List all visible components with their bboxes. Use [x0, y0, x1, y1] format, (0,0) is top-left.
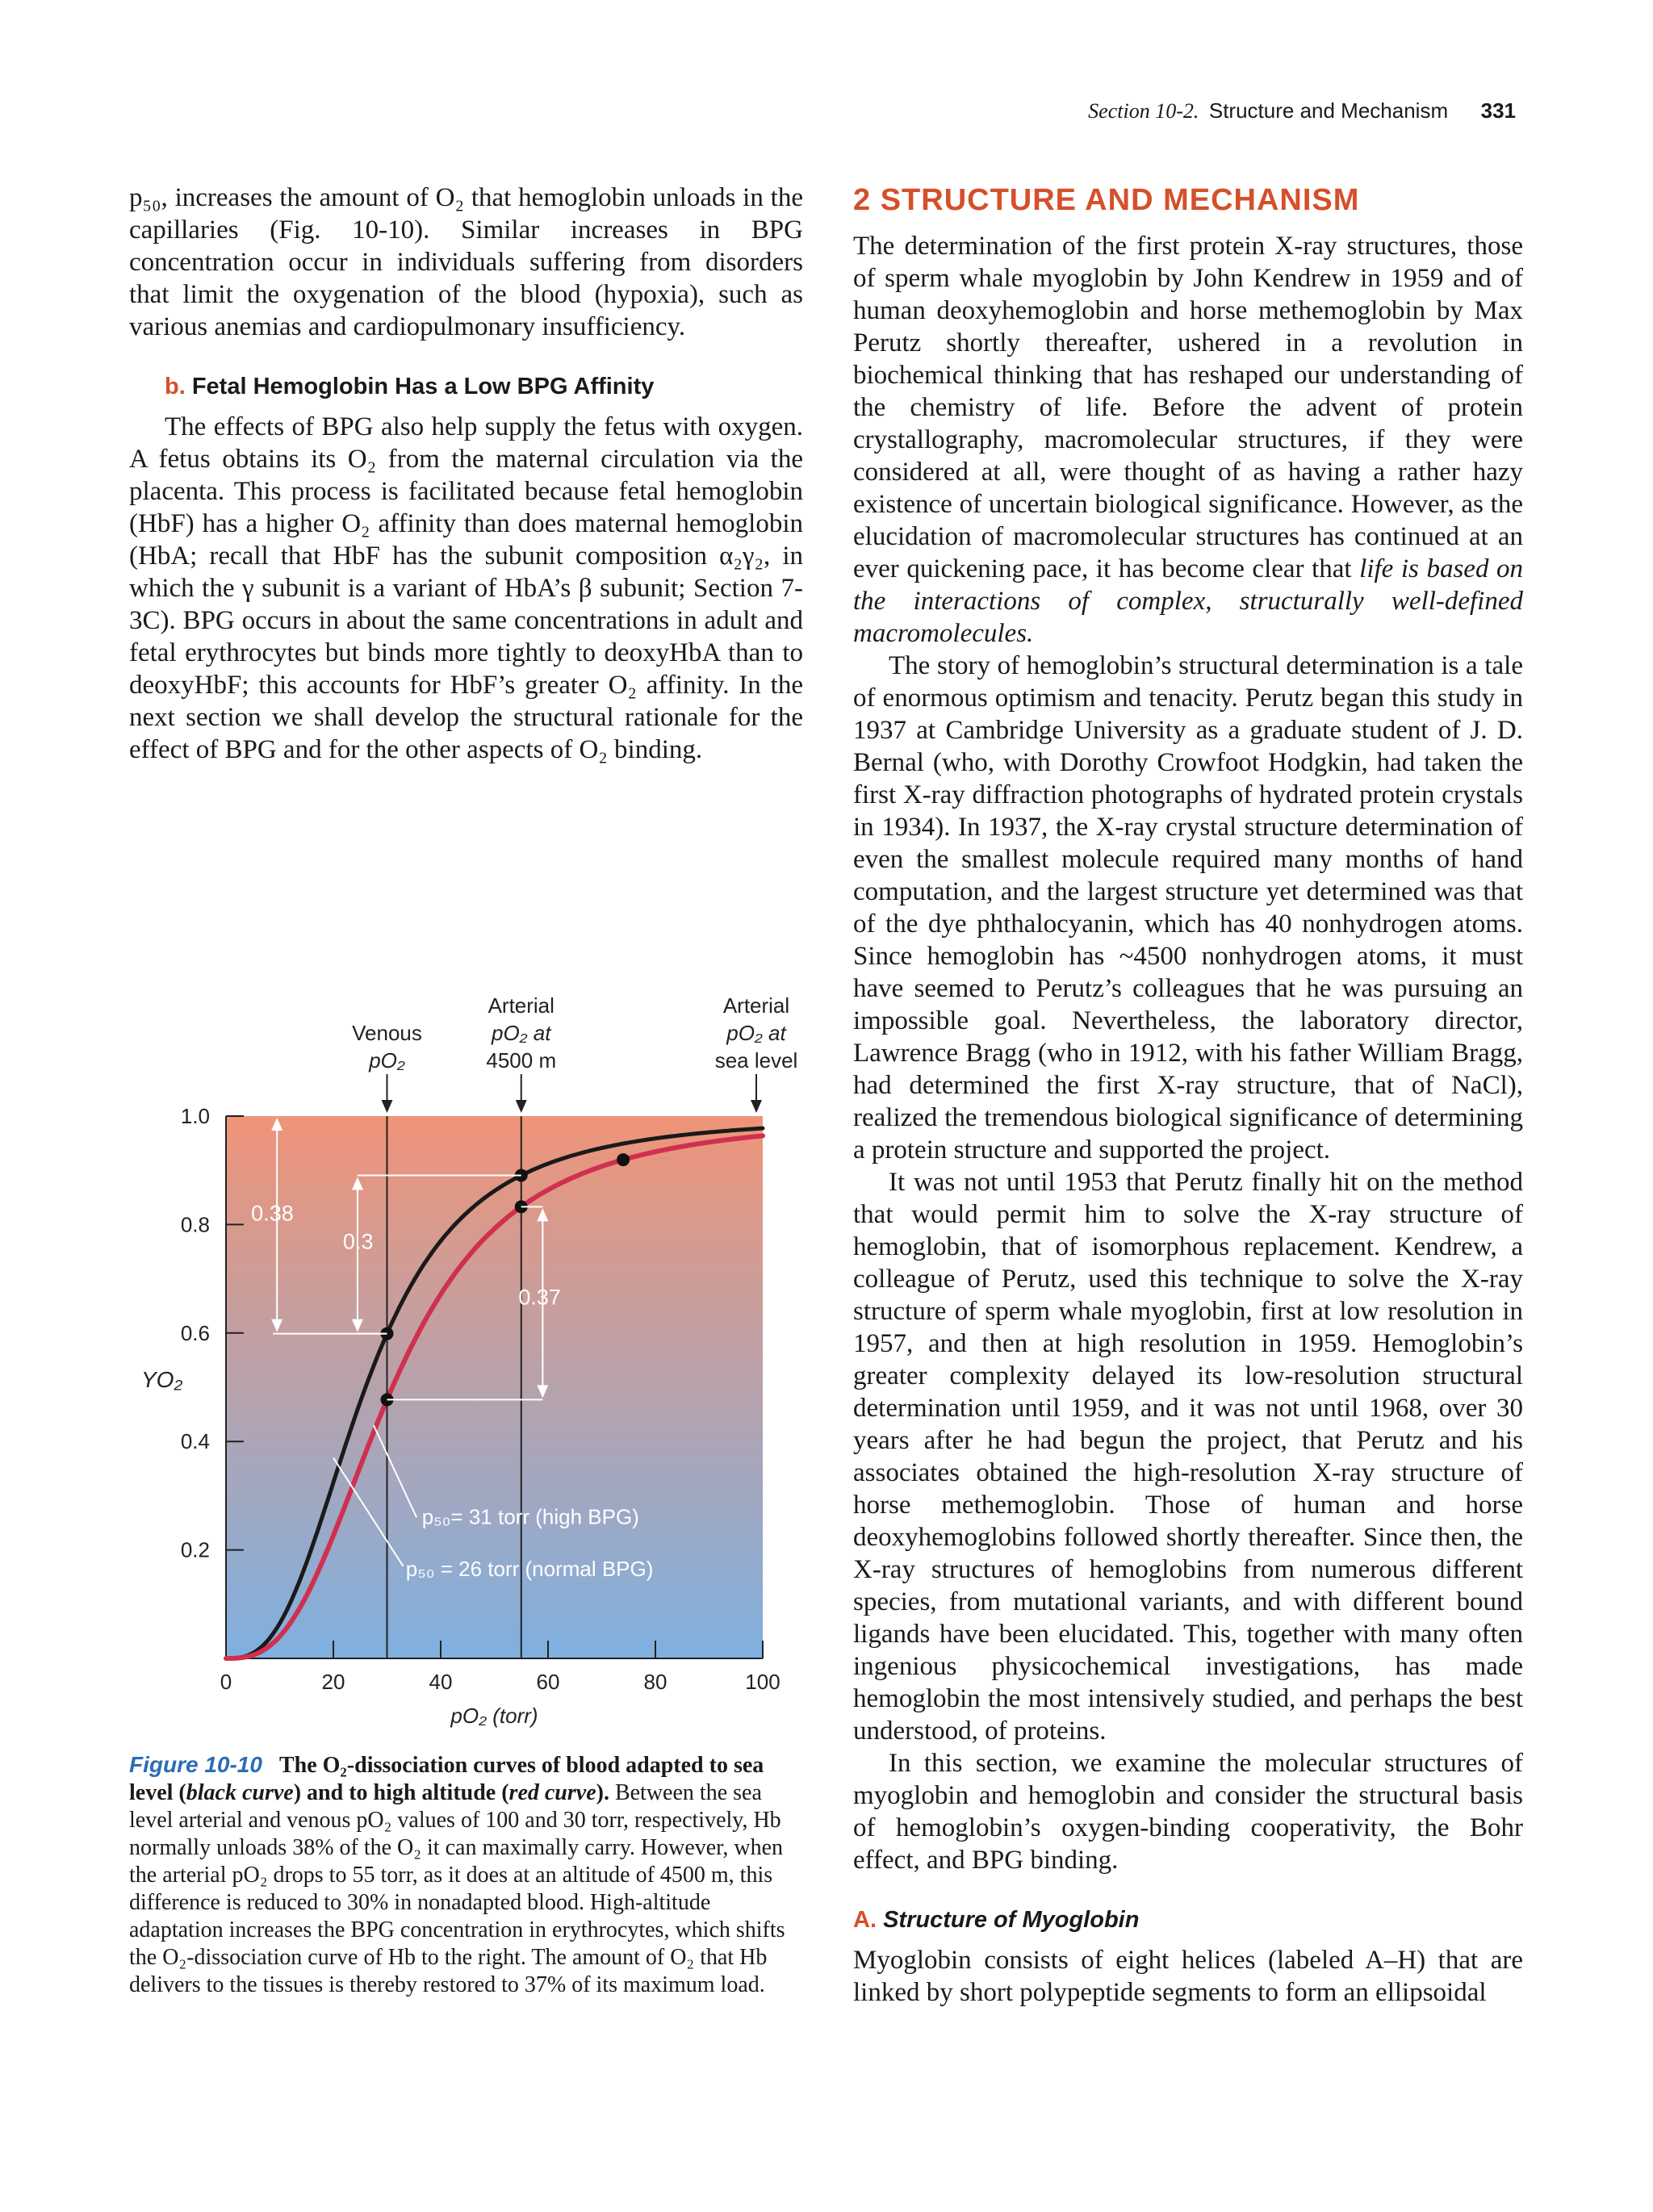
subhead-a-title: Structure of Myoglobin — [883, 1907, 1140, 1933]
subhead-structure-myoglobin — [853, 1905, 1523, 1934]
y-tick-label: 1.0 — [180, 1104, 210, 1128]
marker-label: Arterial — [488, 993, 554, 1018]
x-tick-label: 80 — [643, 1670, 667, 1694]
running-head-section: Section 10-2. — [1088, 99, 1199, 123]
marker-label: sea level — [714, 1048, 798, 1073]
paragraph-continued: p₅₀, increases the amount of O₂ that hemoglobin unloads in the capillaries (Fig. 10-10). Similar increases in BPG concentration occur in individuals suffering from disorders that limit the oxygenation of the blood (hypoxia), such as various anemias and cardiopulmonary insufficiency. — [129, 183, 803, 341]
paragraph-1953: It was not until 1953 that Perutz finally hit on the method that would permit him to solve the X-ray structure of hemoglobin, that of isomorphous replacement. Kendrew, a colleague of Perutz, used this technique to solve the X-ray structure of sperm whale myoglobin, first at low resolution in 1957, and then at high resolution in 1959. Hemoglobin’s greater complexity delayed its low-resolution structural determination until 1959, and it was not until 1968, over 30 years after he had begun the project, that Perutz and his associates obtained the high-resolution X-ray structure of horse methemoglobin. Those of human and horse deoxyhemoglobins followed shortly thereafter. Since then, the X-ray structures of hemoglobins from numerous different species, from mutational variants, and with different bound ligands have been elucidated. This, together with many often ingenious physicochemical investigations, has made hemoglobin the most intensively studied, and perhaps the best understood, of proteins. — [853, 1168, 1523, 1746]
caption-bold-black: black curve — [186, 1780, 294, 1805]
paragraph-myoglobin: Myoglobin consists of eight helices (labeled A–H) that are linked by short polypeptide segments to form an ellipsoidal — [853, 1946, 1523, 2007]
subhead-fetal-hemoglobin — [165, 372, 803, 401]
x-tick-label: 40 — [429, 1670, 453, 1694]
marker-arrowhead — [751, 1100, 762, 1113]
right-column — [853, 182, 1523, 2009]
label-038: 0.38 — [251, 1201, 294, 1226]
label-03: 0.3 — [342, 1229, 374, 1254]
paragraph-fetal: The effects of BPG also help supply the fetus with oxygen. A fetus obtains its O₂ from the maternal circulation via the placenta. This process is facilitated because fetal hemoglobin (HbF) has a higher O₂ affinity than does maternal hemoglobin (HbA; recall that HbF has the subunit composition α₂γ₂, in which the γ subunit is a variant of HbA’s β subunit; Section 7-3C). BPG occurs in about the same concentrations in adult and fetal erythrocytes but binds more tightly to deoxyHbA than to deoxyHbF; this accounts for HbF’s greater O₂ affinity. In the next section we shall develop the structural rationale for the effect of BPG and for the other aspects of O₂ binding. — [129, 412, 803, 764]
caption-bold-3: ). — [596, 1780, 609, 1805]
x-tick-label: 60 — [536, 1670, 560, 1694]
marker-label: 4500 m — [486, 1048, 557, 1073]
section-number: 2 — [853, 183, 872, 217]
y-tick-label: 0.8 — [180, 1212, 210, 1237]
paragraph-section-overview: In this section, we examine the molecular structures of myoglobin and hemoglobin and consider the structural basis of hemoglobin’s oxygen-binding cooperativity, the Bohr effect, and BPG binding. — [853, 1749, 1523, 1875]
caption-text: Between the sea level arterial and venous pO₂ values of 100 and 30 torr, respectively, Hb normally unloads 38% of the O₂ it can maximally carry. However, when the arterial pO₂ drops to 55 torr, as it does at an altitude of 4500 m, this difference is reduced to 30% in nonadapted blood. High-altitude adaptation increases the BPG concentration in erythrocytes, which shifts the O₂-dissociation curve of Hb to the right. The amount of O₂ that Hb delivers to the tissues is thereby restored to 37% of its maximum load. — [129, 1780, 785, 1997]
caption-bold-1: The O₂-dissociation curves of blood adapted to sea level ( — [129, 1753, 764, 1805]
section-title: STRUCTURE AND MECHANISM — [880, 183, 1360, 217]
figure-10-10 — [129, 981, 803, 1731]
oxygen-dissociation-chart — [129, 981, 803, 1731]
marker-arrowhead — [382, 1100, 393, 1113]
page-number: 331 — [1480, 98, 1516, 123]
marker-label: pO₂ at — [491, 1021, 551, 1045]
caption-bold-2: ) and to high altitude ( — [293, 1780, 509, 1805]
paragraph-intro-italic: life is based on the interactions of complex, structurally well-defined macromolecules. — [853, 554, 1524, 648]
x-axis-label: pO₂ (torr) — [450, 1704, 538, 1728]
paragraph-intro — [853, 230, 1523, 650]
y-axis-label: YO₂ — [141, 1367, 183, 1392]
x-tick-label: 100 — [745, 1670, 780, 1694]
caption-bold-red: red curve — [508, 1780, 596, 1805]
paragraph-story: The story of hemoglobin’s structural determination is a tale of enormous optimism and tenacity. Perutz began this study in 1937 at Cambridge University as a graduate student of J. D. Bernal (who, with Dorothy Crowfoot Hodgkin, had taken the first X-ray diffraction photographs of hydrated protein crystals in 1934). In 1937, the X-ray crystal structure determination of even the smallest molecule required many months of hand computation, and the largest structure yet determined was that of the dye phthalocyanin, which has 40 nonhydrogen atoms. Since hemoglobin has ~4500 nonhydrogen atoms, it must have seemed to Perutz’s colleagues that he was pursuing an impossible goal. Nevertheless, the laboratory director, Lawrence Bragg (who in 1912, with his father William Bragg, had determined the first X-ray structure, that of NaCl), realized the tremendous biological significance of determining a protein structure and supported the project. — [853, 651, 1523, 1165]
running-head-title: Structure and Mechanism — [1208, 98, 1449, 123]
left-column — [129, 182, 803, 766]
x-tick-label: 20 — [321, 1670, 345, 1694]
running-head — [1088, 98, 1516, 123]
marker-label: Venous — [352, 1021, 422, 1045]
p50-high-label: p₅₀= 31 torr (high BPG) — [421, 1504, 639, 1529]
marker-label: pO₂ — [369, 1048, 405, 1073]
marker-arrowhead — [516, 1100, 527, 1113]
subhead-label: b. — [165, 374, 186, 399]
figure-label: Figure 10-10 — [129, 1752, 262, 1777]
x-tick-label: 0 — [220, 1670, 232, 1694]
label-037: 0.37 — [518, 1285, 561, 1310]
y-tick-label: 0.4 — [180, 1429, 210, 1454]
subhead-title: Fetal Hemoglobin Has a Low BPG Affinity — [191, 374, 655, 399]
y-tick-label: 0.2 — [180, 1537, 210, 1562]
subhead-a-label: A. — [853, 1907, 877, 1933]
marker-label: Arterial — [722, 993, 790, 1018]
paragraph-intro-text: The determination of the first protein X-ray structures, those of sperm whale myoglobin by John Kendrew in 1959 and of human deoxyhemoglobin and horse methemoglobin by Max Perutz shortly thereafter, ushered in a revolution in biochemical thinking that has reshaped our understanding of the chemistry of life. Before the advent of protein crystallography, macromolecular structures, if they were considered at all, were thought of as having a rather hazy existence of uncertain biological significance. However, as the elucidation of macromolecular structures has continued at an ever quickening pace, it has become clear that — [853, 232, 1523, 583]
marker-label: pO₂ at — [726, 1021, 786, 1045]
figure-caption — [129, 1751, 803, 1999]
data-point — [617, 1153, 630, 1166]
section-heading — [853, 182, 1523, 219]
p50-normal-label: p₅₀ = 26 torr (normal BPG) — [405, 1556, 654, 1581]
y-tick-label: 0.6 — [180, 1320, 210, 1345]
